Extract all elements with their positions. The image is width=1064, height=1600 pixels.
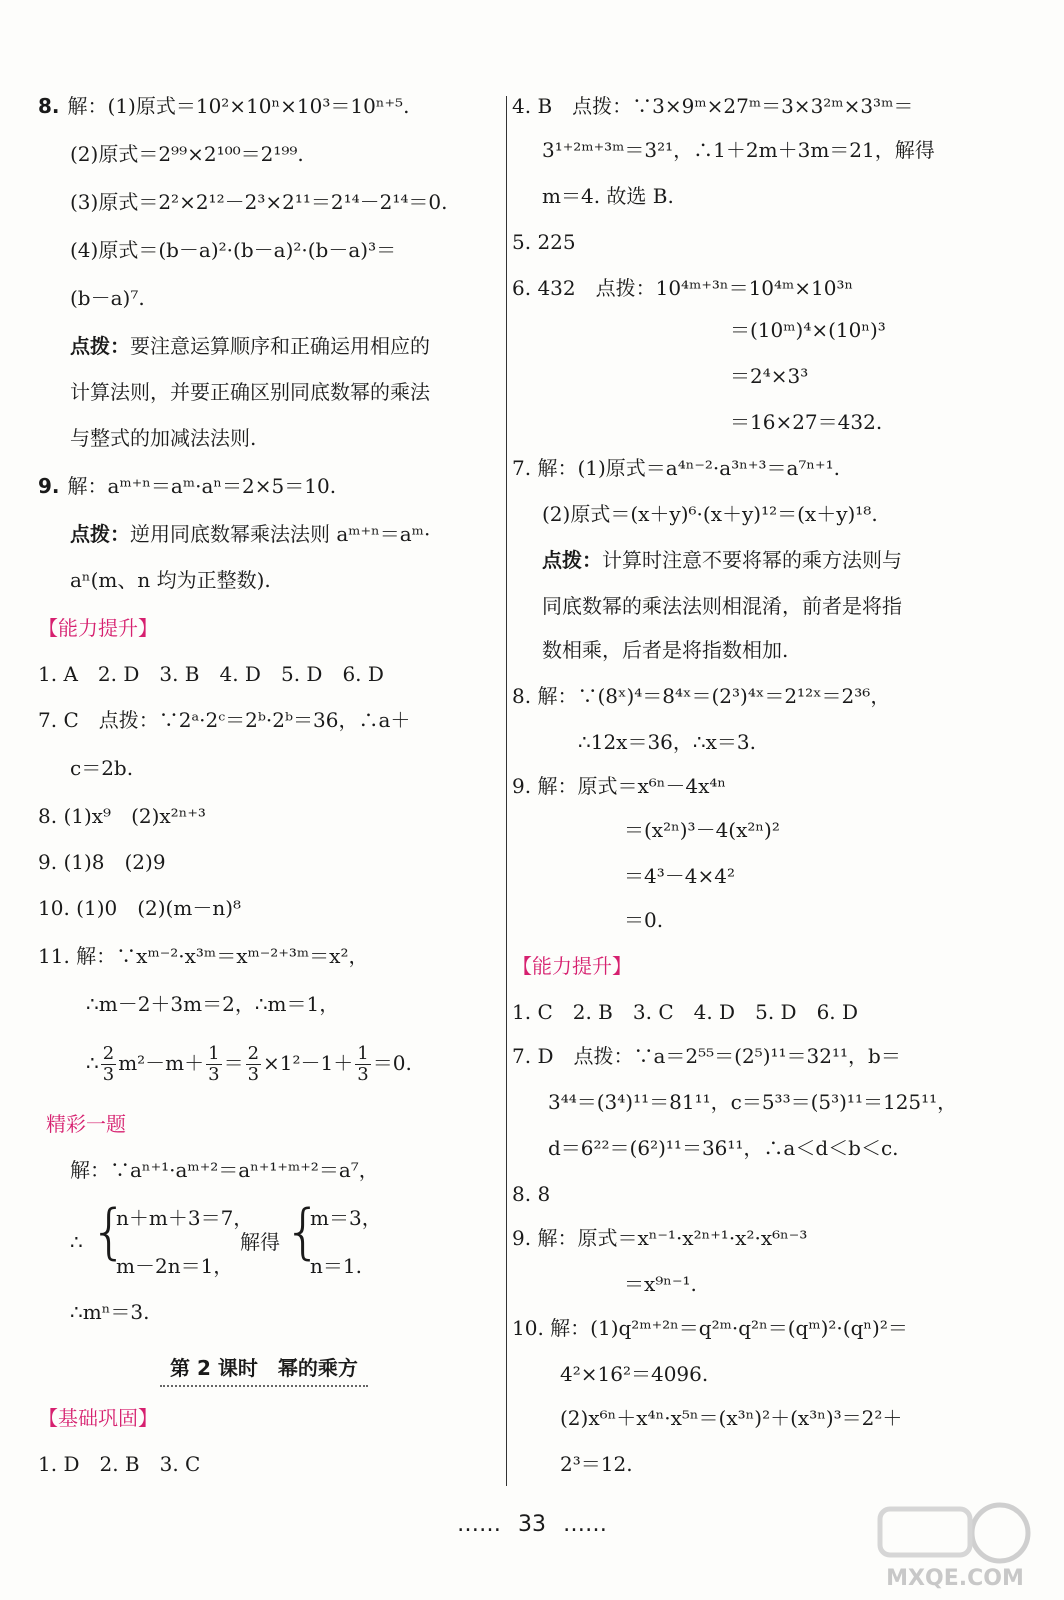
q8-line-4: (4)原式＝(b－a)²·(b－a)²·(b－a)³＝ [70, 238, 397, 262]
system-2-eq-2: n＝1. [310, 1254, 362, 1278]
lesson-title: 第 2 课时 幂的乘方 [160, 1352, 368, 1387]
r6-line-2: ＝(10ᵐ)⁴×(10ⁿ)³ [730, 318, 886, 342]
r7-line-1: 7. 解：(1)原式＝a⁴ⁿ⁻²·a³ⁿ⁺³＝a⁷ⁿ⁺¹. [512, 456, 840, 480]
q9b: 9. (1)8 (2)9 [38, 850, 166, 874]
r10-line-4: 2³＝12. [560, 1452, 633, 1476]
basic-mc: 1. D 2. B 3. C [38, 1452, 201, 1476]
q8-line-2: (2)原式＝2⁹⁹×2¹⁰⁰＝2¹⁹⁹. [70, 142, 304, 166]
left-brace: { [90, 1197, 129, 1267]
q9-tip-line-2: aⁿ(m、n 均为正整数). [70, 568, 271, 592]
column-divider [506, 96, 507, 1486]
system-1-eq-2: m－2n＝1， [116, 1254, 234, 1278]
q8-tip-line-3: 与整式的加减法法则. [70, 426, 257, 450]
fraction: $\frac{1}{3}$ [357, 1043, 369, 1085]
ability-mc-right: 1. C 2. B 3. C 4. D 5. D 6. D [512, 1000, 859, 1024]
r6-line-4: ＝16×27＝432. [730, 410, 883, 434]
q9-tip-line-1: 点拨：逆用同底数幂乘法法则 aᵐ⁺ⁿ＝aᵐ· [70, 522, 431, 546]
wonder-line-4: ∴mⁿ＝3. [70, 1300, 150, 1324]
r9-line-2: ＝(x²ⁿ)³－4(x²ⁿ)² [624, 818, 780, 842]
r8b: 8. 8 [512, 1182, 551, 1206]
system-2-eq-1: m＝3， [310, 1206, 382, 1230]
r7-tip-line-2: 同底数幂的乘法法则相混淆，前者是将指 [542, 594, 902, 618]
q9-line-1: 9. 解：aᵐ⁺ⁿ＝aᵐ·aⁿ＝2×5＝10. [38, 474, 337, 498]
q11-line-1: 11. 解：∵xᵐ⁻²·x³ᵐ＝xᵐ⁻²⁺³ᵐ＝x²， [38, 944, 369, 968]
watermark-logo-icon [870, 1495, 1040, 1595]
system-1-eq-1: n＋m＋3＝7， [116, 1206, 254, 1230]
q11-line-3: ∴ $\frac{2}{3}$ m²－m＋ $\frac{1}{3}$ ＝ $\frac{2}{3}$ ×1²－1＋ $\frac{1}{3}$ ＝0. [86, 1043, 412, 1085]
fraction: $\frac{2}{3}$ [247, 1043, 260, 1085]
r10-line-3: (2)x⁶ⁿ＋x⁴ⁿ·x⁵ⁿ＝(x³ⁿ)²＋(x³ⁿ)³＝2²＋ [560, 1406, 903, 1430]
r4-line-1: 4. B 点拨：∵3×9ᵐ×27ᵐ＝3×3²ᵐ×3³ᵐ＝ [512, 94, 914, 118]
r7-tip-line-1: 点拨：计算时注意不要将幂的乘方法则与 [542, 548, 902, 572]
left-brace: { [284, 1197, 323, 1267]
r10-line-2: 4²×16²＝4096. [560, 1362, 709, 1386]
r7-line-2: (2)原式＝(x＋y)⁶·(x＋y)¹²＝(x＋y)¹⁸. [542, 502, 878, 526]
r5: 5. 225 [512, 230, 576, 254]
r9-line-1: 9. 解：原式＝x⁶ⁿ－4x⁴ⁿ [512, 774, 727, 798]
r8-line-2: ∴12x＝36，∴x＝3. [578, 730, 756, 754]
section-basic: 【基础巩固】 [38, 1406, 158, 1430]
r7-tip-line-3: 数相乘，后者是将指数相加. [542, 638, 789, 662]
section-ability: 【能力提升】 [38, 616, 158, 640]
page-number: …… 33 …… [457, 1512, 607, 1537]
r9b-line-1: 9. 解：原式＝xⁿ⁻¹·x²ⁿ⁺¹·x²·x⁶ⁿ⁻³ [512, 1226, 808, 1250]
q8-line-5: (b－a)⁷. [70, 286, 145, 310]
fraction: $\frac{2}{3}$ [102, 1043, 115, 1085]
r7b-line-2: 3⁴⁴＝(3⁴)¹¹＝81¹¹，c＝5³³＝(5³)¹¹＝125¹¹， [548, 1090, 958, 1114]
r9b-line-2: ＝x⁹ⁿ⁻¹. [624, 1272, 697, 1296]
section-wonder: 精彩一题 [46, 1112, 126, 1136]
q8-tip-line-1: 点拨：要注意运算顺序和正确运用相应的 [70, 334, 430, 358]
q8b: 8. (1)x⁹ (2)x²ⁿ⁺³ [38, 804, 206, 828]
ability-mc: 1. A 2. D 3. B 4. D 5. D 6. D [38, 662, 384, 686]
fraction: $\frac{1}{3}$ [208, 1043, 220, 1085]
r6-line-3: ＝2⁴×3³ [730, 364, 809, 388]
r6-line-1: 6. 432 点拨：10⁴ᵐ⁺³ⁿ＝10⁴ᵐ×10³ⁿ [512, 276, 854, 300]
section-ability-right: 【能力提升】 [512, 954, 632, 978]
q8-line-3: (3)原式＝2²×2¹²－2³×2¹¹＝2¹⁴－2¹⁴＝0. [70, 190, 448, 214]
r4-line-3: m＝4. 故选 B. [542, 184, 674, 208]
r7b-line-1: 7. D 点拨：∵a＝2⁵⁵＝(2⁵)¹¹＝32¹¹，b＝ [512, 1044, 901, 1068]
r7b-line-3: d＝6²²＝(6²)¹¹＝36¹¹，∴a＜d＜b＜c. [548, 1136, 899, 1160]
r4-line-2: 3¹⁺²ᵐ⁺³ᵐ＝3²¹，∴1＋2m＋3m＝21，解得 [542, 138, 935, 162]
r9-line-4: ＝0. [624, 908, 664, 932]
q7-line-2: c＝2b. [70, 756, 134, 780]
q7-line-1: 7. C 点拨：∵2ᵃ·2ᶜ＝2ᵇ·2ᵇ＝36，∴a＋ [38, 708, 411, 732]
q10b: 10. (1)0 (2)(m－n)⁸ [38, 896, 242, 920]
r8-line-1: 8. 解：∵(8ˣ)⁴＝8⁴ˣ＝(2³)⁴ˣ＝2¹²ˣ＝2³⁶， [512, 684, 891, 708]
q8-tip-line-2: 计算法则，并要正确区别同底数幂的乘法 [70, 380, 430, 404]
r10-line-1: 10. 解：(1)q²ᵐ⁺²ⁿ＝q²ᵐ·q²ⁿ＝(qᵐ)²·(qⁿ)²＝ [512, 1316, 908, 1340]
wonder-solve: 解得 [240, 1230, 280, 1254]
wonder-line-1: 解：∵aⁿ⁺¹·aᵐ⁺²＝aⁿ⁺¹⁺ᵐ⁺²＝a⁷， [70, 1158, 379, 1182]
watermark-text: MXQE.COM [886, 1566, 1024, 1591]
r9-line-3: ＝4³－4×4² [624, 864, 735, 888]
q11-line-2: ∴m－2＋3m＝2，∴m＝1， [86, 992, 340, 1016]
wonder-therefore: ∴ [70, 1230, 83, 1254]
q8-line-1: 8. 解：(1)原式＝10²×10ⁿ×10³＝10ⁿ⁺⁵. [38, 94, 410, 118]
